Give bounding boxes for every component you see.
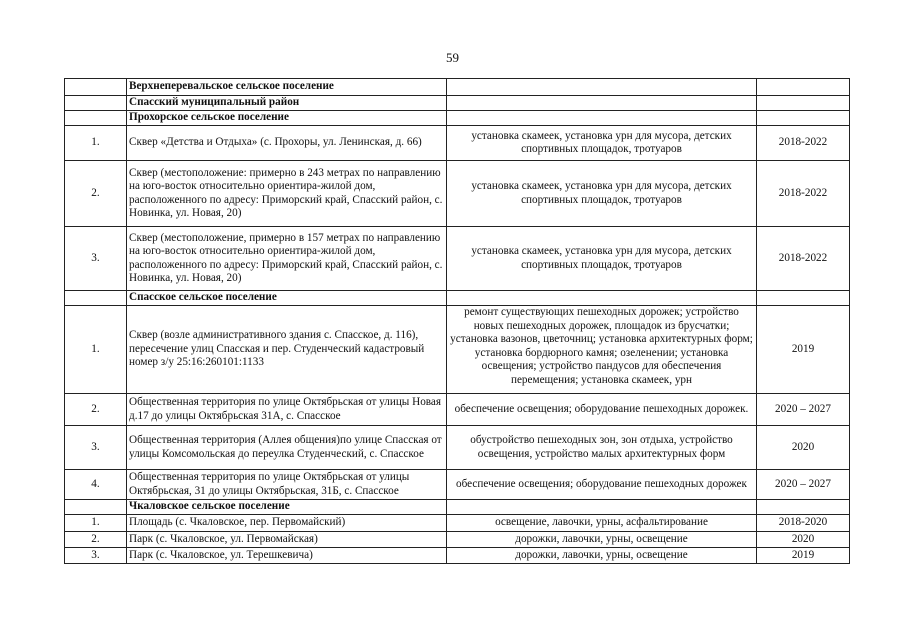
territory-name: Общественная территория по улице Октябрьская от улицы Октябрьская, 31 до улицы Октябрьская, 31Б, с. Спасское <box>127 470 447 500</box>
table-row <box>65 306 850 394</box>
works-description: обеспечение освещения; оборудование пешеходных дорожек. <box>447 394 757 426</box>
row-number: 3. <box>65 227 127 291</box>
table-row <box>65 470 850 500</box>
territory-name: Общественная территория (Аллея общения)по улице Спасская от улицы Комсомольская до переулка Студенческий, с. Спасское <box>127 426 447 470</box>
works-description: установка скамеек, установка урн для мусора, детских спортивных площадок, тротуаров <box>447 126 757 161</box>
row-number: 3. <box>65 426 127 470</box>
period: 2020 <box>757 532 850 548</box>
works-description: дорожки, лавочки, урны, освещение <box>447 548 757 564</box>
table-row <box>65 161 850 227</box>
period: 2020 <box>757 426 850 470</box>
period: 2020 – 2027 <box>757 470 850 500</box>
period: 2018-2020 <box>757 515 850 532</box>
section-row <box>65 500 850 515</box>
territory-name: Сквер «Детства и Отдыха» (с. Прохоры, ул. Ленинская, д. 66) <box>127 126 447 161</box>
territory-name: Сквер (местоположение: примерно в 243 метрах по направлению на юго-восток относительно ориентира-жилой дом, расположенного по адресу: Приморский край, Спасский район, с. Новинка, ул. Новая, 20) <box>127 161 447 227</box>
section-title: Прохорское сельское поселение <box>127 111 447 126</box>
table-row <box>65 548 850 564</box>
table-row <box>65 515 850 532</box>
territory-name: Сквер (местоположение, примерно в 157 метрах по направлению на юго-восток относительно ориентира-жилой дом, расположенного по адресу: Приморский край, Спасский район, с. Новинка, ул. Новая, 20) <box>127 227 447 291</box>
period: 2018-2022 <box>757 161 850 227</box>
row-number: 1. <box>65 126 127 161</box>
row-number: 2. <box>65 161 127 227</box>
section-row <box>65 79 850 96</box>
row-number: 2. <box>65 394 127 426</box>
table-row <box>65 227 850 291</box>
table-row <box>65 426 850 470</box>
table-row <box>65 126 850 161</box>
territory-name: Площадь (с. Чкаловское, пер. Первомайский) <box>127 515 447 532</box>
works-description: дорожки, лавочки, урны, освещение <box>447 532 757 548</box>
works-description: установка скамеек, установка урн для мусора, детских спортивных площадок, тротуаров <box>447 161 757 227</box>
territory-name: Сквер (возле административного здания с. Спасское, д. 116), пересечение улиц Спасская и пер. Студенческий кадастровый номер з/у 25:16:260101:1133 <box>127 306 447 394</box>
works-description: обеспечение освещения; оборудование пешеходных дорожек <box>447 470 757 500</box>
works-description: ремонт существующих пешеходных дорожек; устройство новых пешеходных дорожек, площадок из брусчатки; установка вазонов, цветочниц; установка архитектурных форм; установка бордюрного камня; озеленении; установка освещения; устройство пандусов для обеспечения перемещения; установка скамеек, урн <box>447 306 757 394</box>
row-number: 1. <box>65 515 127 532</box>
territories-table <box>64 78 850 564</box>
territory-name: Парк (с. Чкаловское, ул. Терешкевича) <box>127 548 447 564</box>
table-row <box>65 532 850 548</box>
works-description: освещение, лавочки, урны, асфальтирование <box>447 515 757 532</box>
period: 2020 – 2027 <box>757 394 850 426</box>
page-number: 59 <box>446 50 459 65</box>
works-description: установка скамеек, установка урн для мусора, детских спортивных площадок, тротуаров <box>447 227 757 291</box>
section-title: Верхнеперевальское сельское поселение <box>127 79 447 96</box>
works-description: обустройство пешеходных зон, зон отдыха, устройство освещения, устройство малых архитектурных форм <box>447 426 757 470</box>
table-row <box>65 394 850 426</box>
section-title: Чкаловское сельское поселение <box>127 500 447 515</box>
period: 2019 <box>757 548 850 564</box>
section-title: Спасское сельское поселение <box>127 291 447 306</box>
row-number: 3. <box>65 548 127 564</box>
period: 2019 <box>757 306 850 394</box>
row-number: 1. <box>65 306 127 394</box>
period: 2018-2022 <box>757 227 850 291</box>
territory-name: Общественная территория по улице Октябрьская от улицы Новая д.17 до улицы Октябрьская 31А, с. Спасское <box>127 394 447 426</box>
row-number: 2. <box>65 532 127 548</box>
section-row <box>65 291 850 306</box>
territory-name: Парк (с. Чкаловское, ул. Первомайская) <box>127 532 447 548</box>
row-number: 4. <box>65 470 127 500</box>
section-title: Спасский муниципальный район <box>127 96 447 111</box>
period: 2018-2022 <box>757 126 850 161</box>
section-row <box>65 111 850 126</box>
section-row <box>65 96 850 111</box>
